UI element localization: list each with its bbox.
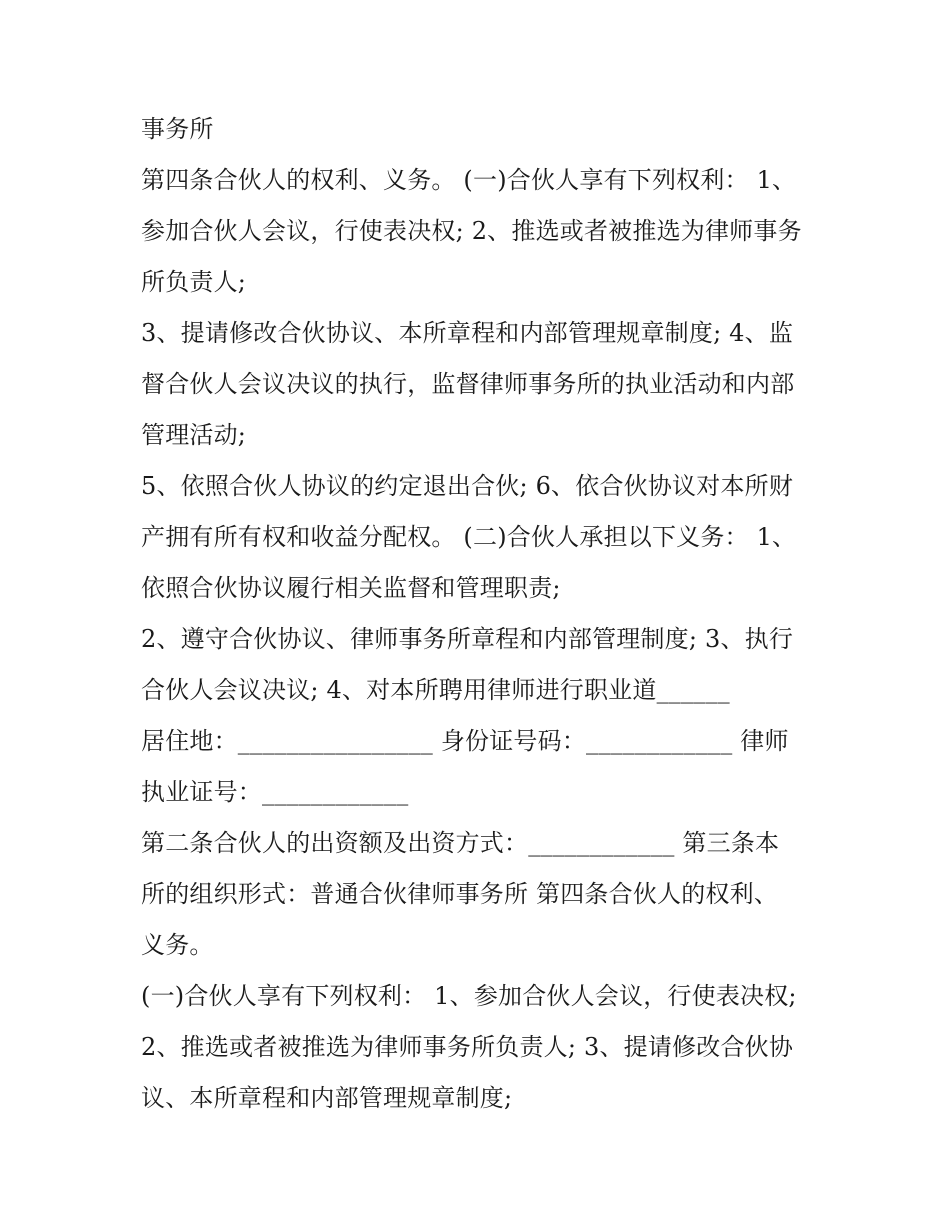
text-line: 参加合伙人会议，行使表决权; 2、推选或者被推选为律师事务 [141, 217, 802, 245]
text-line: 议、本所章程和内部管理规章制度; [141, 1084, 513, 1112]
text-line: 督合伙人会议决议的执行，监督律师事务所的执业活动和内部 [141, 370, 795, 398]
text-line: (一)合伙人享有下列权利： 1、参加合伙人会议，行使表决权; [141, 982, 797, 1010]
text-line: 第二条合伙人的出资额及出资方式：____________ 第三条本 [141, 829, 780, 857]
text-line: 3、提请修改合伙协议、本所章程和内部管理规章制度; 4、监 [141, 319, 794, 347]
text-line: 执业证号：____________ [141, 778, 409, 806]
text-line: 居住地：________________ 身份证号码：____________ 律师 [141, 727, 789, 755]
text-line: 所的组织形式：普通合伙律师事务所 第四条合伙人的权利、 [141, 880, 779, 908]
text-line: 产拥有所有权和收益分配权。 (二)合伙人承担以下义务： 1、 [141, 523, 797, 551]
text-line: 所负责人; [141, 268, 247, 296]
text-line: 合伙人会议决议; 4、对本所聘用律师进行职业道______ [141, 676, 730, 704]
text-line: 第四条合伙人的权利、义务。 (一)合伙人享有下列权利： 1、 [141, 166, 797, 194]
text-line: 2、遵守合伙协议、律师事务所章程和内部管理制度; 3、执行 [141, 625, 794, 653]
text-line: 事务所 [141, 115, 214, 143]
text-line: 依照合伙协议履行相关监督和管理职责; [141, 574, 561, 602]
text-line: 义务。 [141, 931, 214, 959]
text-line: 5、依照合伙人协议的约定退出合伙; 6、依合伙协议对本所财 [141, 472, 794, 500]
text-line: 2、推选或者被推选为律师事务所负责人; 3、提请修改合伙协 [141, 1033, 794, 1061]
document-body [141, 104, 821, 1124]
text-line: 管理活动; [141, 421, 247, 449]
